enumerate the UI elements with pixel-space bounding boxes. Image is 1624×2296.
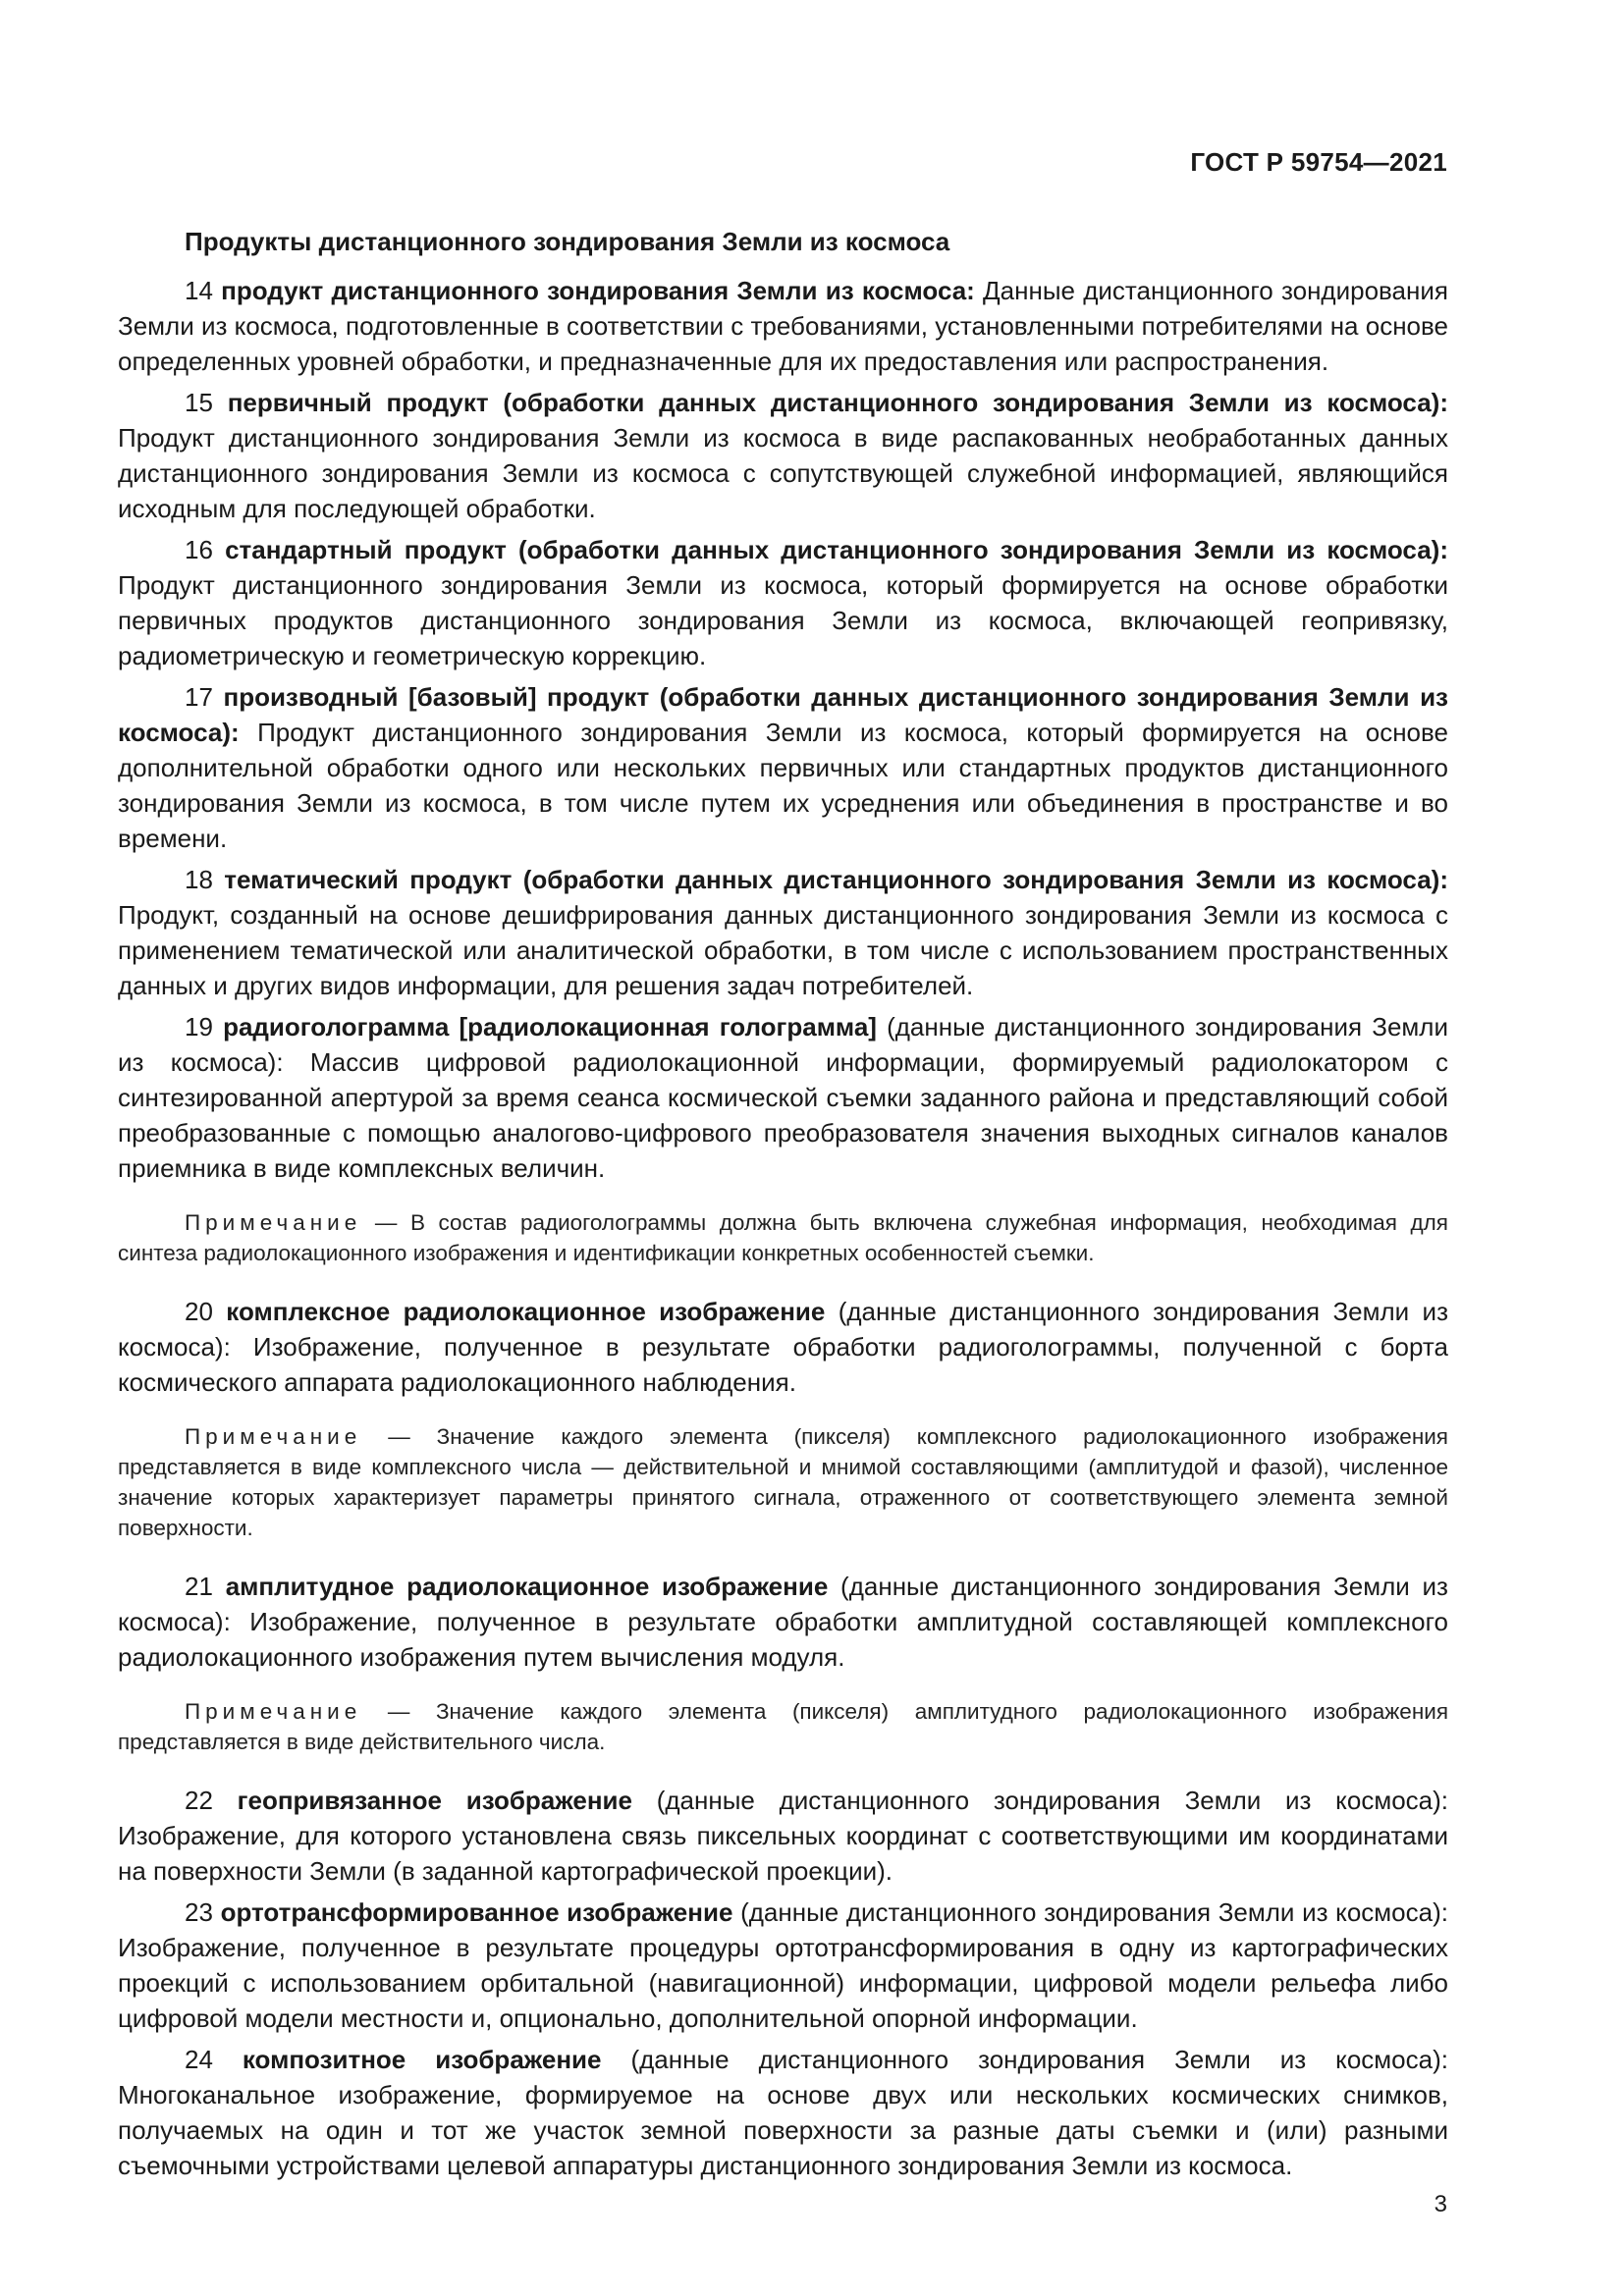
term-number: 20 xyxy=(185,1297,213,1326)
term-definition: (данные дистанционного зондирования Земли из космоса): Многоканальное изображение, формируемое на основе двух или нескольких космических снимков, получаемых на один и тот же участок земной поверхности за разные даты съемки и (или) разными съемочными устройствами целевой аппаратуры дистанционного зондирования Земли из космоса. xyxy=(118,2045,1448,2180)
term-number: 24 xyxy=(185,2045,213,2074)
note-label: Примечание xyxy=(185,1210,362,1235)
term-name: комплексное радиолокационное изображение xyxy=(226,1297,826,1326)
page-number: 3 xyxy=(1434,2191,1447,2217)
term-definition: Продукт дистанционного зондирования Земли из космоса, который формируется на основе дополнительной обработки одного или нескольких первичных или стандартных продуктов дистанционного зондирования Земли из космоса, в том числе путем их усреднения или объединения в пространстве и во времени. xyxy=(118,718,1448,853)
term-definition: Продукт дистанционного зондирования Земли из космоса, который формируется на основе обработки первичных продуктов дистанционного зондирования Земли из космоса, включающей геопривязку, радиометрическую и геометрическую коррекцию. xyxy=(118,570,1448,670)
entry-list xyxy=(118,273,1448,2183)
term-definition: (данные дистанционного зондирования Земли из космоса): Массив цифровой радиолокационной информации, формируемый радиолокатором с синтезированной апертурой за время сеанса космической съемки заданного района и представляющий собой преобразованные с помощью аналогово-цифрового преобразователя значения выходных сигналов каналов приемника в виде комплексных величин. xyxy=(118,1012,1448,1183)
term-name: продукт дистанционного зондирования Земли из космоса: xyxy=(221,276,975,305)
term-entry-21 xyxy=(118,1569,1448,1675)
page-content xyxy=(118,224,1448,2189)
note-label: Примечание xyxy=(185,1424,362,1449)
note-text: — В состав радиоголограммы должна быть включена служебная информация, необходимая для синтеза радиолокационного изображения и идентификации конкретных особенностей съемки. xyxy=(118,1210,1448,1265)
term-name: геопривязанное изображение xyxy=(237,1786,632,1815)
section-title: Продукты дистанционного зондирования Земли из космоса xyxy=(185,227,950,256)
term-number: 17 xyxy=(185,682,213,712)
term-number: 18 xyxy=(185,865,213,894)
note-text: — Значение каждого элемента (пикселя) амплитудного радиолокационного изображения представляется в виде действительного числа. xyxy=(118,1699,1448,1754)
note-text: — Значение каждого элемента (пикселя) комплексного радиолокационного изображения представляется в виде комплексного числа — действительной и мнимой составляющими (амплитудой и фазой), численное значение которых характеризует параметры принятого сигнала, отраженного от соответствующего элемента земной поверхности. xyxy=(118,1424,1448,1540)
term-entry-14 xyxy=(118,273,1448,379)
document-id-header: ГОСТ Р 59754—2021 xyxy=(1190,147,1447,177)
term-name: производный [базовый] продукт (обработки данных дистанционного зондирования Земли из космоса): xyxy=(118,682,1448,747)
term-number: 14 xyxy=(185,276,213,305)
term-name: амплитудное радиолокационное изображение xyxy=(225,1572,829,1601)
term-number: 16 xyxy=(185,535,213,564)
term-definition: Данные дистанционного зондирования Земли из космоса, подготовленные в соответствии с требованиями, установленными потребителями на основе определенных уровней обработки, и предназначенные для их предоставления или распространения. xyxy=(118,276,1448,376)
term-number: 15 xyxy=(185,388,213,417)
term-definition: (данные дистанционного зондирования Земли из космоса): Изображение, полученное в результате обработки радиоголограммы, полученной с борта космического аппарата радиолокационного наблюдения. xyxy=(118,1297,1448,1397)
term-name: тематический продукт (обработки данных дистанционного зондирования Земли из космоса): xyxy=(224,865,1448,894)
term-number: 23 xyxy=(185,1897,213,1927)
term-definition: Продукт дистанционного зондирования Земли из космоса в виде распакованных необработанных данных дистанционного зондирования Земли из космоса с сопутствующей служебной информацией, являющийся исходным для последующей обработки. xyxy=(118,423,1448,523)
term-entry-15 xyxy=(118,385,1448,526)
note-label: Примечание xyxy=(185,1699,362,1724)
note-19 xyxy=(118,1207,1448,1268)
term-number: 22 xyxy=(185,1786,213,1815)
term-entry-18 xyxy=(118,862,1448,1003)
note-20 xyxy=(118,1421,1448,1543)
term-entry-16 xyxy=(118,532,1448,673)
term-entry-23 xyxy=(118,1895,1448,2036)
term-name: первичный продукт (обработки данных дистанционного зондирования Земли из космоса): xyxy=(227,388,1448,417)
term-entry-20 xyxy=(118,1294,1448,1400)
term-definition: (данные дистанционного зондирования Земли из космоса): Изображение, полученное в результате процедуры ортотрансформирования в одну из картографических проекций с использованием орбитальной (навигационной) информации, цифровой модели рельефа либо цифровой модели местности и, опционально, дополнительной опорной информации. xyxy=(118,1897,1448,2033)
term-entry-17 xyxy=(118,679,1448,856)
term-name: стандартный продукт (обработки данных дистанционного зондирования Земли из космоса): xyxy=(225,535,1448,564)
term-entry-24 xyxy=(118,2042,1448,2183)
term-number: 19 xyxy=(185,1012,213,1041)
term-definition: (данные дистанционного зондирования Земли из космоса): Изображение, для которого установлена связь пиксельных координат с соответствующими им координатами на поверхности Земли (в заданной картографической проекции). xyxy=(118,1786,1448,1886)
term-definition: Продукт, созданный на основе дешифрирования данных дистанционного зондирования Земли из космоса с применением тематической или аналитической обработки, в том числе с использованием пространственных данных и других видов информации, для решения задач потребителей. xyxy=(118,900,1448,1000)
note-21 xyxy=(118,1696,1448,1757)
term-entry-19 xyxy=(118,1009,1448,1186)
term-name: ортотрансформированное изображение xyxy=(220,1897,733,1927)
term-name: радиоголограмма [радиолокационная голограмма] xyxy=(223,1012,877,1041)
term-number: 21 xyxy=(185,1572,213,1601)
term-entry-22 xyxy=(118,1783,1448,1889)
term-name: композитное изображение xyxy=(242,2045,602,2074)
term-definition: (данные дистанционного зондирования Земли из космоса): Изображение, полученное в результате обработки амплитудной составляющей комплексного радиолокационного изображения путем вычисления модуля. xyxy=(118,1572,1448,1672)
